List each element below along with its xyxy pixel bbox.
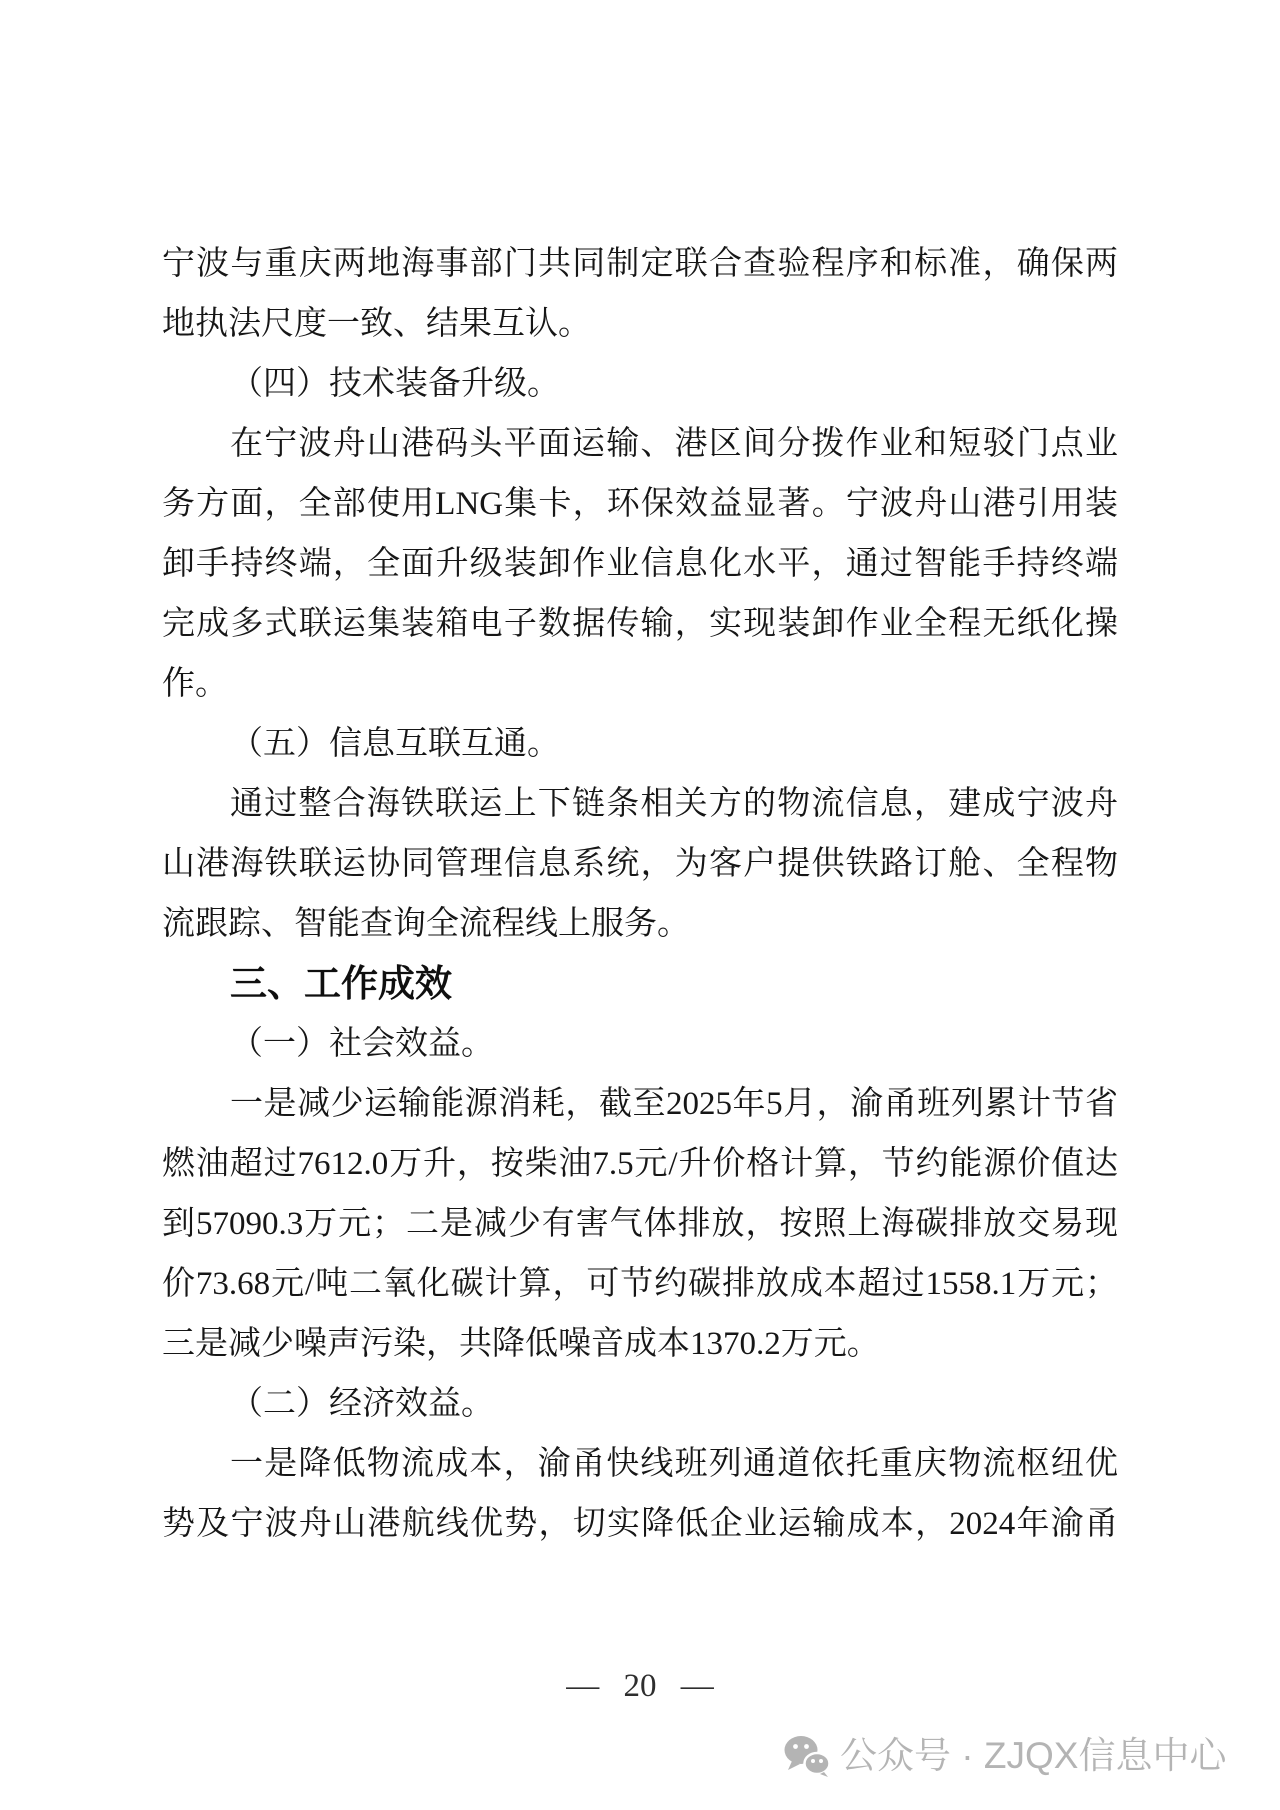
wechat-icon [784,1735,830,1777]
text-line: 价73.68元/吨二氧化碳计算，可节约碳排放成本超过1558.1万元； [162,1266,1118,1302]
document-body [162,234,1118,1554]
text-line: 作。 [162,666,228,702]
watermark-label: 公众号 · ZJQX信息中心 [840,1735,1227,1776]
sub-heading-2: （二）经济效益。 [230,1386,494,1422]
text-line: 三是减少噪声污染，共降低噪音成本1370.2万元。 [162,1326,880,1362]
text-line: 完成多式联运集装箱电子数据传输，实现装卸作业全程无纸化操 [162,606,1118,642]
page-number: — 20 — [566,1668,714,1704]
text-line: 在宁波舟山港码头平面运输、港区间分拨作业和短驳门点业 [230,426,1118,462]
text-line: 一是降低物流成本，渝甬快线班列通道依托重庆物流枢纽优 [230,1446,1118,1482]
sub-heading-4: （四）技术装备升级。 [230,366,560,402]
text-line: 宁波与重庆两地海事部门共同制定联合查验程序和标准，确保两 [162,246,1118,282]
text-line: 流跟踪、智能查询全流程线上服务。 [162,906,690,942]
text-line: 燃油超过7612.0万升，按柴油7.5元/升价格计算，节约能源价值达 [162,1146,1118,1182]
text-line: 地执法尺度一致、结果互认。 [162,306,591,342]
text-line: 一是减少运输能源消耗，截至2025年5月，渝甬班列累计节省 [230,1086,1118,1122]
text-line: 务方面，全部使用LNG集卡，环保效益显著。宁波舟山港引用装 [162,486,1118,522]
text-line: 通过整合海铁联运上下链条相关方的物流信息，建成宁波舟 [230,786,1118,822]
text-line: 势及宁波舟山港航线优势，切实降低企业运输成本，2024年渝甬 [162,1506,1118,1542]
text-line: 山港海铁联运协同管理信息系统，为客户提供铁路订舱、全程物 [162,846,1118,882]
text-line: 卸手持终端，全面升级装卸作业信息化水平，通过智能手持终端 [162,546,1118,582]
text-line: 到57090.3万元；二是减少有害气体排放，按照上海碳排放交易现 [162,1206,1118,1242]
sub-heading-1: （一）社会效益。 [230,1026,494,1062]
wechat-watermark [784,1734,1226,1778]
section-heading: 三、工作成效 [230,963,452,1004]
sub-heading-5: （五）信息互联互通。 [230,726,560,762]
